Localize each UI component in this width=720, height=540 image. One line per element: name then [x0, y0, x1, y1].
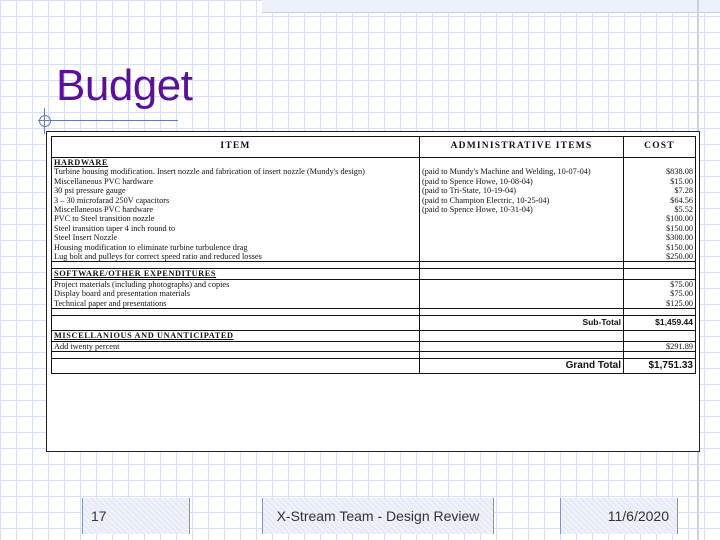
row-cost: $100.00 — [624, 214, 696, 223]
row-item: Miscellaneous PVC hardware — [52, 205, 420, 214]
table-row — [52, 341, 696, 351]
subtotal-label: Sub-Total — [420, 316, 624, 331]
spacer-row — [52, 262, 696, 269]
table-row — [52, 205, 696, 214]
row-cost: $300.00 — [624, 233, 696, 242]
table-row — [52, 233, 696, 242]
row-item: Display board and presentation materials — [52, 289, 420, 298]
row-admin: (paid to Champion Electric, 10-25-04) — [420, 196, 624, 205]
row-cost: $75.00 — [624, 279, 696, 289]
row-item: Lug bolt and pulleys for correct speed ratio and reduced losses — [52, 252, 420, 262]
subtotal-row — [52, 316, 696, 331]
row-cost: $15.00 — [624, 177, 696, 186]
row-item: 30 psi pressure gauge — [52, 186, 420, 195]
table-row — [52, 252, 696, 262]
table-row — [52, 224, 696, 233]
table-row — [52, 289, 696, 298]
row-cost: $7.28 — [624, 186, 696, 195]
row-item: Steel Insert Nozzle — [52, 233, 420, 242]
row-admin: (paid to Mundy's Machine and Welding, 10-07-04) — [420, 167, 624, 176]
row-admin — [420, 299, 624, 309]
row-cost: $64.56 — [624, 196, 696, 205]
row-cost: $291.89 — [624, 341, 696, 351]
row-item: Miscellaneous PVC hardware — [52, 177, 420, 186]
table-row — [52, 167, 696, 176]
row-item: Technical paper and presentations — [52, 299, 420, 309]
header-admin: ADMINISTRATIVE ITEMS — [420, 137, 624, 158]
row-cost: $150.00 — [624, 243, 696, 252]
table-row — [52, 186, 696, 195]
top-decoration-bar — [262, 0, 720, 13]
row-admin — [420, 214, 624, 223]
budget-table — [51, 136, 696, 374]
row-admin — [420, 224, 624, 233]
table-row — [52, 243, 696, 252]
row-admin: (paid to Tri-State, 10-19-04) — [420, 186, 624, 195]
footer-title: X-Stream Team - Design Review — [262, 498, 494, 534]
row-cost: $125.00 — [624, 299, 696, 309]
section-heading: HARDWARE — [52, 158, 420, 168]
footer-date: 11/6/2020 — [560, 498, 678, 534]
row-admin — [420, 233, 624, 242]
grandtotal-row — [52, 358, 696, 373]
slide-title: Budget — [56, 61, 193, 110]
spacer-row — [52, 351, 696, 358]
row-cost: $250.00 — [624, 252, 696, 262]
budget-document — [46, 131, 700, 452]
slide-number: 17 — [82, 498, 190, 534]
row-admin — [420, 341, 624, 351]
table-row — [52, 214, 696, 223]
section-heading: MISCELLANIOUS AND UNANTICIPATED — [52, 331, 420, 341]
spacer-row — [52, 309, 696, 316]
row-item: Add twenty percent — [52, 341, 420, 351]
header-cost: COST — [624, 137, 696, 158]
section-heading-hardware — [52, 158, 696, 168]
grandtotal-value: $1,751.33 — [624, 358, 696, 373]
section-heading-software — [52, 269, 696, 279]
section-heading-misc — [52, 331, 696, 341]
row-cost: $150.00 — [624, 224, 696, 233]
header-item: ITEM — [52, 137, 420, 158]
row-cost: $5.52 — [624, 205, 696, 214]
table-row — [52, 196, 696, 205]
table-row — [52, 177, 696, 186]
table-row — [52, 279, 696, 289]
subtotal-value: $1,459.44 — [624, 316, 696, 331]
row-item: PVC to Steel transition nozzle — [52, 214, 420, 223]
row-admin: (paid to Spence Howe, 10-31-04) — [420, 205, 624, 214]
row-admin — [420, 279, 624, 289]
row-cost: $838.08 — [624, 167, 696, 176]
table-header-row — [52, 137, 696, 158]
grandtotal-label: Grand Total — [420, 358, 624, 373]
row-admin — [420, 252, 624, 262]
row-item: Turbine housing modification. Insert nozzle and fabrication of insert nozzle (Mundy's design) — [52, 167, 420, 176]
row-item: 3 – 30 microfarad 250V capacitors — [52, 196, 420, 205]
row-item: Steel transition taper 4 inch round to — [52, 224, 420, 233]
row-item: Project materials (including photographs) and copies — [52, 279, 420, 289]
row-admin: (paid to Spence Howe, 10-08-04) — [420, 177, 624, 186]
table-row — [52, 299, 696, 309]
row-item: Housing modification to eliminate turbine turbulence drag — [52, 243, 420, 252]
row-admin — [420, 289, 624, 298]
section-heading: SOFTWARE/OTHER EXPENDITURES — [52, 269, 420, 279]
row-admin — [420, 243, 624, 252]
row-cost: $75.00 — [624, 289, 696, 298]
